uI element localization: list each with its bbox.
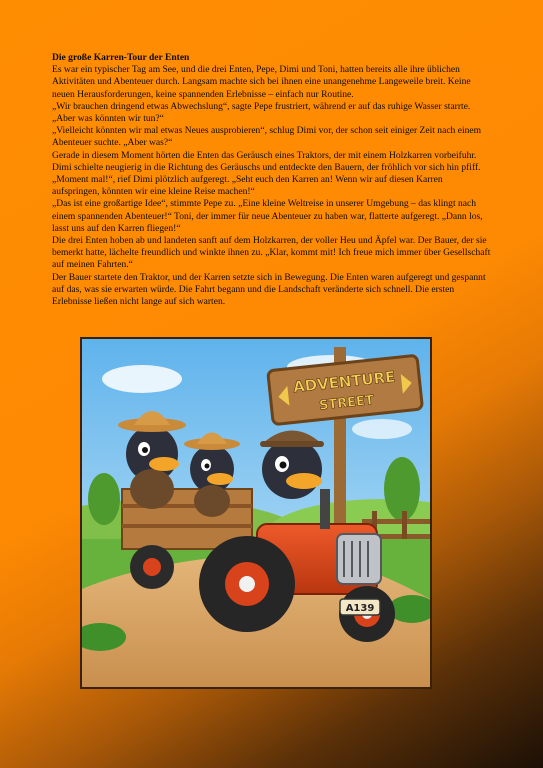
cloud — [352, 419, 412, 439]
sign-line-1: ADVENTURE — [292, 367, 397, 397]
story-paragraph: Der Bauer startete den Traktor, und der Karren setzte sich in Bewegung. Die Enten waren aufgeregt und gespannt auf das, was sie erwarten würde. Die Fahrt begann und die Landschaft veränderte sich schnell. Die ersten Erlebnisse ließen nicht lange auf sich warten. — [52, 271, 486, 308]
story-paragraph: „Wir brauchen dringend etwas Abwechslung“, sagte Pepe frustriert, während er auf das ruhige Wasser starrte. „Aber was könnten wir tun?“ — [52, 100, 471, 125]
story-illustration — [80, 337, 432, 689]
story-paragraph: Gerade in diesem Moment hörten die Enten das Geräusch eines Traktors, der mit einem Holzkarren vorbeifuhr. Dimi schielte neugierig in die Richtung des Geräuschs und entdeckte den Bauern, der fröhlich vor sich hin pfiff. „Moment mal!“, rief Dimi plötzlich aufgeregt. „Seht euch den Karren an! Wenn wir auf diesen Karren aufspringen, könnten wir eine kleine Reise machen!“ — [52, 149, 481, 198]
story-paragraph: Es war ein typischer Tag am See, und die drei Enten, Pepe, Dimi und Toni, hatten bereits alle ihre üblichen Aktivitäten und Abenteuer durch. Langsam machte sich bei ihnen eine unangenehme Langeweile breit. Keine neuen Herausforderungen, keine spannenden Erlebnisse – einfach nur Routine. — [52, 64, 471, 100]
story-paragraph: „Vielleicht könnten wir mal etwas Neues ausprobieren“, schlug Dimi vor, der schon seit einiger Zeit nach einem Abenteuer suchte. „Aber was?“ — [52, 125, 482, 149]
tree — [88, 473, 120, 525]
license-plate-text: A139 — [345, 603, 375, 614]
duck-toni — [260, 431, 324, 500]
story-text — [52, 52, 492, 308]
story-title: Die große Karren-Tour der Enten — [52, 52, 190, 63]
sign-line-2: STREET — [318, 392, 375, 414]
story-paragraph: Die drei Enten hoben ab und landeten sanft auf dem Holzkarren, der voller Heu und Äpfel war. Der Bauer, der sie bemerkt hatte, lächelte freundlich und winkte ihnen zu. „Klar, kommt mit! Ich freue mich immer über Gesellschaft auf meinen Fahrten.“ — [52, 235, 491, 271]
story-paragraph: „Das ist eine großartige Idee“, stimmte Pepe zu. „Eine kleine Weltreise in unserer Umgebung – das klingt nach einem spannenden Abenteuer!“ Toni, der immer für neue Abenteuer zu haben war, flatterte aufgeregt. „Dann los, lasst uns auf den Karren fliegen!“ — [52, 198, 483, 234]
cloud — [102, 365, 182, 393]
